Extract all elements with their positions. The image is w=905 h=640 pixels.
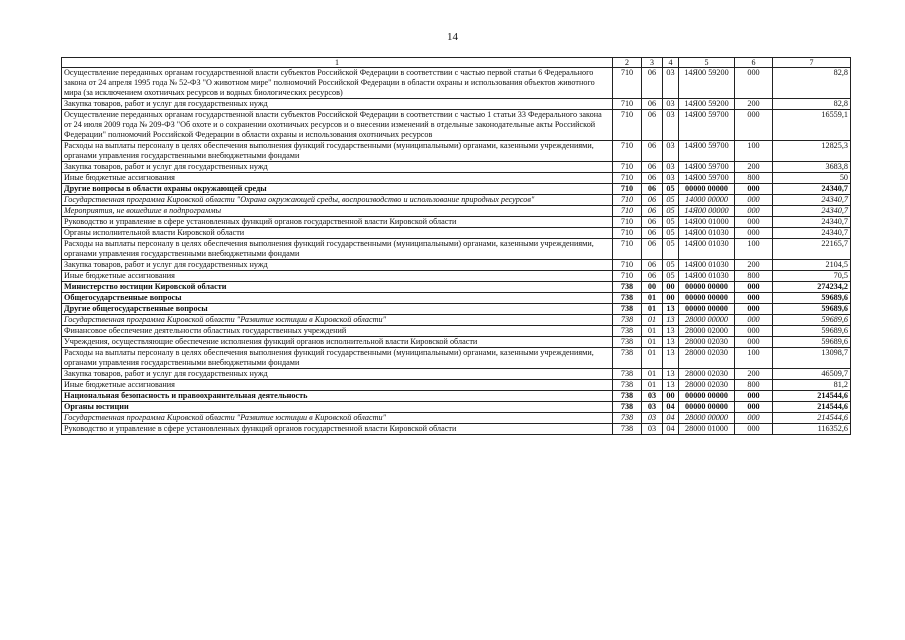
table-row xyxy=(62,391,851,402)
table-header-row xyxy=(62,58,851,68)
section-code: 03 xyxy=(642,402,663,413)
department-code: 710 xyxy=(613,99,642,110)
target-article-code: 14Я00 59700 xyxy=(679,141,735,162)
department-code: 738 xyxy=(613,413,642,424)
expense-type-code: 000 xyxy=(735,217,773,228)
section-code: 06 xyxy=(642,217,663,228)
budget-item-name: Учреждения, осуществляющие обеспечение исполнения функций органов исполнительной власти Кировской области xyxy=(62,337,613,348)
column-header-1: 1 xyxy=(62,58,613,68)
subsection-code: 13 xyxy=(663,337,679,348)
section-code: 03 xyxy=(642,424,663,435)
amount: 24340,7 xyxy=(773,195,851,206)
target-article-code: 28000 02030 xyxy=(679,348,735,369)
expense-type-code: 200 xyxy=(735,162,773,173)
budget-item-name: Финансовое обеспечение деятельности областных государственных учреждений xyxy=(62,326,613,337)
target-article-code: 14Я00 01030 xyxy=(679,271,735,282)
table-row xyxy=(62,195,851,206)
budget-item-name: Органы исполнительной власти Кировской области xyxy=(62,228,613,239)
budget-item-name: Другие общегосударственные вопросы xyxy=(62,304,613,315)
subsection-code: 03 xyxy=(663,173,679,184)
amount: 59689,6 xyxy=(773,337,851,348)
subsection-code: 13 xyxy=(663,369,679,380)
subsection-code: 13 xyxy=(663,326,679,337)
target-article-code: 14Я00 01030 xyxy=(679,228,735,239)
amount: 24340,7 xyxy=(773,228,851,239)
section-code: 01 xyxy=(642,326,663,337)
table-row xyxy=(62,260,851,271)
amount: 24340,7 xyxy=(773,217,851,228)
expense-type-code: 800 xyxy=(735,173,773,184)
section-code: 06 xyxy=(642,68,663,99)
budget-item-name: Мероприятия, не вошедшие в подпрограммы xyxy=(62,206,613,217)
budget-item-name: Закупка товаров, работ и услуг для государственных нужд xyxy=(62,162,613,173)
table-row xyxy=(62,217,851,228)
column-header-5: 5 xyxy=(679,58,735,68)
department-code: 738 xyxy=(613,304,642,315)
table-row xyxy=(62,228,851,239)
section-code: 01 xyxy=(642,337,663,348)
target-article-code: 28000 00000 xyxy=(679,413,735,424)
section-code: 06 xyxy=(642,206,663,217)
amount: 22165,7 xyxy=(773,239,851,260)
table-row xyxy=(62,239,851,260)
section-code: 06 xyxy=(642,173,663,184)
budget-item-name: Иные бюджетные ассигнования xyxy=(62,380,613,391)
target-article-code: 14Я00 59700 xyxy=(679,110,735,141)
subsection-code: 05 xyxy=(663,239,679,260)
amount: 274234,2 xyxy=(773,282,851,293)
expense-type-code: 000 xyxy=(735,228,773,239)
table-row xyxy=(62,293,851,304)
budget-item-name: Другие вопросы в области охраны окружающей среды xyxy=(62,184,613,195)
target-article-code: 00000 00000 xyxy=(679,402,735,413)
amount: 214544,6 xyxy=(773,402,851,413)
department-code: 710 xyxy=(613,260,642,271)
section-code: 06 xyxy=(642,162,663,173)
expense-type-code: 200 xyxy=(735,369,773,380)
table-row xyxy=(62,348,851,369)
target-article-code: 14Я00 01030 xyxy=(679,239,735,260)
subsection-code: 03 xyxy=(663,141,679,162)
department-code: 710 xyxy=(613,206,642,217)
expense-type-code: 000 xyxy=(735,206,773,217)
column-header-4: 4 xyxy=(663,58,679,68)
expense-type-code: 000 xyxy=(735,68,773,99)
expense-type-code: 000 xyxy=(735,195,773,206)
subsection-code: 05 xyxy=(663,217,679,228)
budget-table xyxy=(61,57,851,435)
subsection-code: 03 xyxy=(663,99,679,110)
target-article-code: 14Я00 59200 xyxy=(679,99,735,110)
amount: 59689,6 xyxy=(773,293,851,304)
table-row xyxy=(62,162,851,173)
table-row xyxy=(62,68,851,99)
department-code: 710 xyxy=(613,228,642,239)
amount: 13098,7 xyxy=(773,348,851,369)
section-code: 06 xyxy=(642,99,663,110)
expense-type-code: 000 xyxy=(735,293,773,304)
subsection-code: 05 xyxy=(663,206,679,217)
subsection-code: 03 xyxy=(663,68,679,99)
table-row xyxy=(62,99,851,110)
department-code: 738 xyxy=(613,348,642,369)
table-row xyxy=(62,282,851,293)
expense-type-code: 000 xyxy=(735,304,773,315)
section-code: 06 xyxy=(642,228,663,239)
column-header-7: 7 xyxy=(773,58,851,68)
section-code: 01 xyxy=(642,348,663,369)
expense-type-code: 800 xyxy=(735,380,773,391)
expense-type-code: 000 xyxy=(735,315,773,326)
budget-item-name: Осуществление переданных органам государственной власти субъектов Российской Федерации в соответствии с частью 1 статьи 33 Федерального закона от 24 июля 2009 года № 209-ФЗ "Об охоте и о сохранении охотничьих ресурсов и о внесении изменений в отдельные законодательные акты Российской Федерации" полномочий Российской Федерации в области охраны и использования охотничьих ресурсов xyxy=(62,110,613,141)
subsection-code: 00 xyxy=(663,282,679,293)
department-code: 738 xyxy=(613,293,642,304)
expense-type-code: 200 xyxy=(735,260,773,271)
budget-item-name: Расходы на выплаты персоналу в целях обеспечения выполнения функций государственными (муниципальными) органами, казенными учреждениями, органами управления государственными внебюджетными фондами xyxy=(62,348,613,369)
section-code: 06 xyxy=(642,195,663,206)
expense-type-code: 200 xyxy=(735,99,773,110)
budget-item-name: Расходы на выплаты персоналу в целях обеспечения выполнения функций государственными (муниципальными) органами, казенными учреждениями, органами управления государственными внебюджетными фондами xyxy=(62,239,613,260)
department-code: 710 xyxy=(613,110,642,141)
amount: 82,8 xyxy=(773,99,851,110)
section-code: 06 xyxy=(642,184,663,195)
table-row xyxy=(62,326,851,337)
department-code: 710 xyxy=(613,271,642,282)
target-article-code: 00000 00000 xyxy=(679,184,735,195)
department-code: 738 xyxy=(613,391,642,402)
section-code: 01 xyxy=(642,293,663,304)
department-code: 738 xyxy=(613,424,642,435)
table-row xyxy=(62,184,851,195)
department-code: 710 xyxy=(613,162,642,173)
table-row xyxy=(62,380,851,391)
budget-item-name: Национальная безопасность и правоохранительная деятельность xyxy=(62,391,613,402)
amount: 59689,6 xyxy=(773,315,851,326)
amount: 214544,6 xyxy=(773,413,851,424)
section-code: 06 xyxy=(642,260,663,271)
budget-item-name: Государственная программа Кировской области "Развитие юстиции в Кировской области" xyxy=(62,413,613,424)
amount: 82,8 xyxy=(773,68,851,99)
budget-item-name: Министерство юстиции Кировской области xyxy=(62,282,613,293)
table-body xyxy=(62,68,851,435)
subsection-code: 03 xyxy=(663,110,679,141)
expense-type-code: 100 xyxy=(735,348,773,369)
budget-item-name: Иные бюджетные ассигнования xyxy=(62,271,613,282)
target-article-code: 28000 02000 xyxy=(679,326,735,337)
department-code: 738 xyxy=(613,326,642,337)
amount: 70,5 xyxy=(773,271,851,282)
expense-type-code: 800 xyxy=(735,271,773,282)
section-code: 06 xyxy=(642,110,663,141)
amount: 214544,6 xyxy=(773,391,851,402)
table-row xyxy=(62,315,851,326)
department-code: 710 xyxy=(613,141,642,162)
target-article-code: 28000 00000 xyxy=(679,315,735,326)
target-article-code: 14Я00 59200 xyxy=(679,68,735,99)
section-code: 03 xyxy=(642,413,663,424)
subsection-code: 04 xyxy=(663,413,679,424)
subsection-code: 00 xyxy=(663,293,679,304)
target-article-code: 28000 02030 xyxy=(679,380,735,391)
target-article-code: 14Я00 01000 xyxy=(679,217,735,228)
subsection-code: 05 xyxy=(663,195,679,206)
target-article-code: 14Я00 01030 xyxy=(679,260,735,271)
department-code: 738 xyxy=(613,380,642,391)
subsection-code: 05 xyxy=(663,228,679,239)
target-article-code: 00000 00000 xyxy=(679,293,735,304)
section-code: 01 xyxy=(642,304,663,315)
table-row xyxy=(62,271,851,282)
department-code: 710 xyxy=(613,68,642,99)
budget-item-name: Осуществление переданных органам государственной власти субъектов Российской Федерации в соответствии с частью первой статьи 6 Федерального закона от 24 апреля 1995 года № 52-ФЗ "О животном мире" полномочий Российской Федерации в области охраны и использования объектов животного мира (за исключением охотничьих ресурсов и водных биологических ресурсов) xyxy=(62,68,613,99)
section-code: 01 xyxy=(642,315,663,326)
section-code: 01 xyxy=(642,380,663,391)
column-header-2: 2 xyxy=(613,58,642,68)
amount: 24340,7 xyxy=(773,206,851,217)
amount: 12825,3 xyxy=(773,141,851,162)
column-header-6: 6 xyxy=(735,58,773,68)
expense-type-code: 000 xyxy=(735,282,773,293)
expense-type-code: 000 xyxy=(735,424,773,435)
department-code: 710 xyxy=(613,239,642,260)
department-code: 738 xyxy=(613,282,642,293)
budget-item-name: Закупка товаров, работ и услуг для государственных нужд xyxy=(62,369,613,380)
column-header-3: 3 xyxy=(642,58,663,68)
budget-item-name: Государственная программа Кировской области "Развитие юстиции в Кировской области" xyxy=(62,315,613,326)
subsection-code: 13 xyxy=(663,304,679,315)
amount: 59689,6 xyxy=(773,304,851,315)
section-code: 00 xyxy=(642,282,663,293)
page-number: 14 xyxy=(447,31,458,43)
table-row xyxy=(62,402,851,413)
department-code: 738 xyxy=(613,337,642,348)
subsection-code: 04 xyxy=(663,402,679,413)
amount: 24340,7 xyxy=(773,184,851,195)
target-article-code: 14Я00 59700 xyxy=(679,173,735,184)
target-article-code: 00000 00000 xyxy=(679,391,735,402)
subsection-code: 05 xyxy=(663,260,679,271)
subsection-code: 13 xyxy=(663,315,679,326)
target-article-code: 00000 00000 xyxy=(679,304,735,315)
expense-type-code: 100 xyxy=(735,141,773,162)
expense-type-code: 100 xyxy=(735,239,773,260)
table-row xyxy=(62,206,851,217)
amount: 116352,6 xyxy=(773,424,851,435)
expense-type-code: 000 xyxy=(735,413,773,424)
department-code: 710 xyxy=(613,184,642,195)
section-code: 03 xyxy=(642,391,663,402)
table-row xyxy=(62,369,851,380)
section-code: 06 xyxy=(642,239,663,260)
budget-item-name: Закупка товаров, работ и услуг для государственных нужд xyxy=(62,260,613,271)
table-row xyxy=(62,173,851,184)
table-row xyxy=(62,110,851,141)
department-code: 710 xyxy=(613,195,642,206)
department-code: 738 xyxy=(613,315,642,326)
table-row xyxy=(62,413,851,424)
budget-item-name: Органы юстиции xyxy=(62,402,613,413)
subsection-code: 00 xyxy=(663,391,679,402)
department-code: 738 xyxy=(613,369,642,380)
budget-item-name: Закупка товаров, работ и услуг для государственных нужд xyxy=(62,99,613,110)
expense-type-code: 000 xyxy=(735,337,773,348)
subsection-code: 13 xyxy=(663,380,679,391)
table-row xyxy=(62,304,851,315)
target-article-code: 14Я00 59700 xyxy=(679,162,735,173)
target-article-code: 14Я00 00000 xyxy=(679,206,735,217)
department-code: 710 xyxy=(613,217,642,228)
subsection-code: 03 xyxy=(663,162,679,173)
subsection-code: 13 xyxy=(663,348,679,369)
target-article-code: 28000 01000 xyxy=(679,424,735,435)
amount: 81,2 xyxy=(773,380,851,391)
department-code: 710 xyxy=(613,173,642,184)
amount: 16559,1 xyxy=(773,110,851,141)
expense-type-code: 000 xyxy=(735,402,773,413)
expense-type-code: 000 xyxy=(735,184,773,195)
amount: 3683,8 xyxy=(773,162,851,173)
amount: 2104,5 xyxy=(773,260,851,271)
expense-type-code: 000 xyxy=(735,326,773,337)
expense-type-code: 000 xyxy=(735,110,773,141)
budget-item-name: Руководство и управление в сфере установленных функций органов государственной власти Кировской области xyxy=(62,217,613,228)
budget-item-name: Иные бюджетные ассигнования xyxy=(62,173,613,184)
amount: 50 xyxy=(773,173,851,184)
target-article-code: 00000 00000 xyxy=(679,282,735,293)
table-row xyxy=(62,337,851,348)
target-article-code: 14000 00000 xyxy=(679,195,735,206)
budget-item-name: Расходы на выплаты персоналу в целях обеспечения выполнения функций государственными (муниципальными) органами, казенными учреждениями, органами управления государственными внебюджетными фондами xyxy=(62,141,613,162)
subsection-code: 05 xyxy=(663,271,679,282)
department-code: 738 xyxy=(613,402,642,413)
budget-item-name: Общегосударственные вопросы xyxy=(62,293,613,304)
amount: 59689,6 xyxy=(773,326,851,337)
budget-item-name: Государственная программа Кировской области "Охрана окружающей среды, воспроизводство и использование природных ресурсов" xyxy=(62,195,613,206)
budget-item-name: Руководство и управление в сфере установленных функций органов государственной власти Кировской области xyxy=(62,424,613,435)
section-code: 01 xyxy=(642,369,663,380)
amount: 46509,7 xyxy=(773,369,851,380)
target-article-code: 28000 02030 xyxy=(679,337,735,348)
expense-type-code: 000 xyxy=(735,391,773,402)
table-row xyxy=(62,424,851,435)
section-code: 06 xyxy=(642,271,663,282)
table-row xyxy=(62,141,851,162)
target-article-code: 28000 02030 xyxy=(679,369,735,380)
subsection-code: 04 xyxy=(663,424,679,435)
subsection-code: 05 xyxy=(663,184,679,195)
section-code: 06 xyxy=(642,141,663,162)
